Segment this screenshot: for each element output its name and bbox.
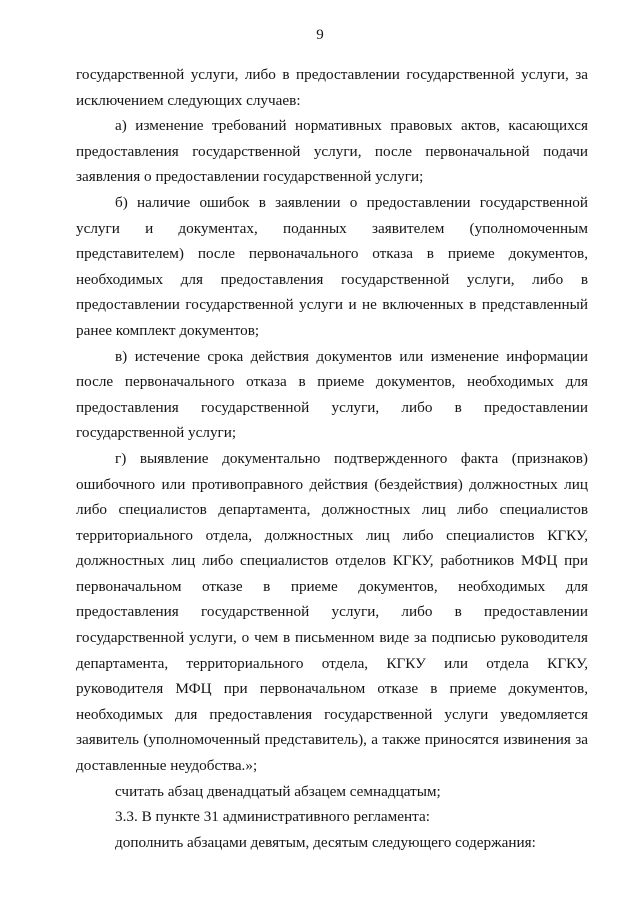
paragraph-add-abzats: дополнить абзацами девятым, десятым следующего содержания: xyxy=(115,833,536,851)
paragraph-section-3-3: 3.3. В пункте 31 административного регламента: xyxy=(115,808,430,826)
document-body xyxy=(76,62,588,855)
paragraph-renumber: считать абзац двенадцатый абзацем семнадцатым; xyxy=(115,782,441,800)
paragraph-item-g: г) выявление документально подтвержденного факта (признаков) ошибочного или противоправного действия (бездействия) должностных лиц либо специалистов департамента, должностных лиц либо специалистов территориального отдела, должностных лиц либо специалистов КГКУ, должностных лиц либо специалистов отделов КГКУ, работников МФЦ при первоначальном отказе в приеме документов, необходимых для предоставления государственной услуги, либо в предоставлении государственной услуги, о чем в письменном виде за подписью руководителя департамента, территориального отдела, КГКУ или отдела КГКУ, руководителя МФЦ при первоначальном отказе в приеме документов, необходимых для предоставления государственной услуги уведомляется заявитель (уполномоченный представитель), а также приносятся извинения за доставленные неудобства.»; xyxy=(76,449,588,775)
page-number: 9 xyxy=(316,27,324,43)
paragraph-item-b: б) наличие ошибок в заявлении о предоставлении государственной услуги и документах, поданных заявителем (уполномоченным представителем) после первоначального отказа в приеме документов, необходимых для предоставления государственной услуги, либо в предоставлении государственной услуги и не включенных в представленный ранее комплект документов; xyxy=(76,193,588,339)
paragraph-item-v: в) истечение срока действия документов или изменение информации после первоначального отказа в приеме документов, необходимых для предоставления государственной услуги, либо в предоставлении государственной услуги; xyxy=(76,347,588,442)
paragraph-continuation: государственной услуги, либо в предоставлении государственной услуги, за исключением следующих случаев: xyxy=(76,66,588,109)
paragraph-item-a: а) изменение требований нормативных правовых актов, касающихся предоставления государственной услуги, после первоначальной подачи заявления о предоставлении государственной услуги; xyxy=(76,117,588,186)
